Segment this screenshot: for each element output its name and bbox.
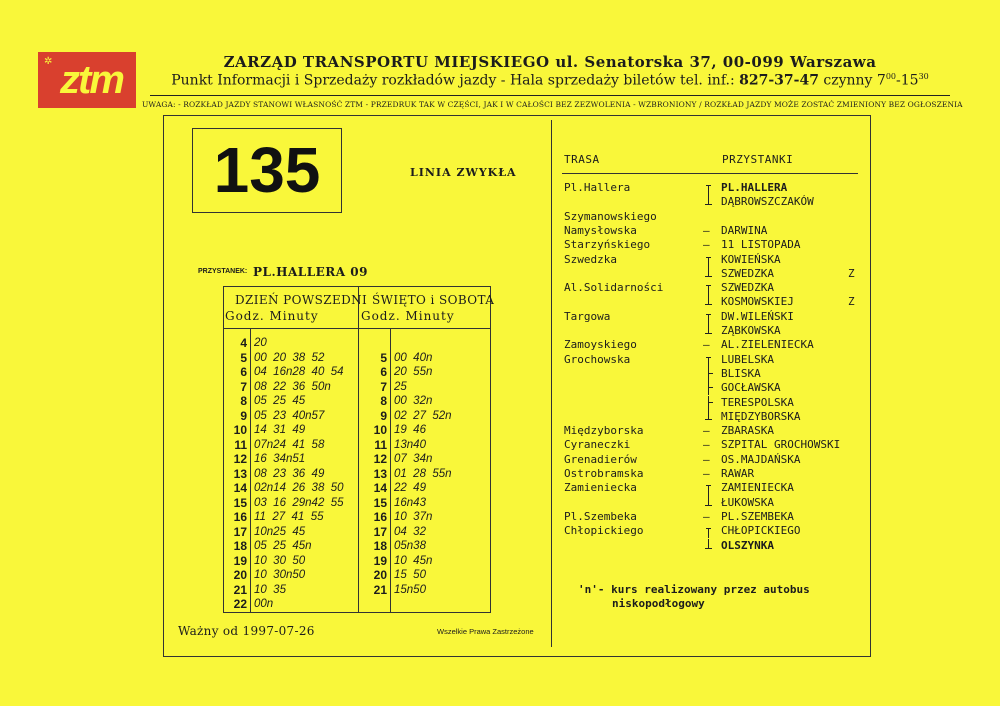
weekday-hour: 8: [240, 394, 247, 408]
route-street: Starzyńskiego: [564, 238, 651, 252]
route-stop: AL.ZIELENIECKA: [721, 338, 814, 352]
weekday-minutes: 00n: [254, 598, 274, 610]
stop-name: PL.HALLERA 09: [253, 265, 368, 279]
route-stop: KOWIEŃSKA: [721, 252, 781, 266]
holiday-minutes: 07 34n: [394, 453, 433, 465]
route-street: Grenadierów: [564, 452, 637, 466]
route-street: Cyraneczki: [564, 438, 631, 452]
weekday-hour: 11: [234, 437, 247, 452]
weekday-minutes: 04 16n28 40 54: [254, 366, 344, 378]
weekday-hour: 12: [233, 452, 247, 466]
route-header: TRASA: [564, 153, 600, 166]
route-stop: 11 LISTOPADA: [721, 238, 801, 252]
weekday-hour: 18: [233, 539, 247, 553]
info-hours-from-sup: 00: [885, 72, 897, 81]
stop-dash-icon: –: [703, 452, 710, 466]
copyright-warning: UWAGA: - ROZKŁAD JAZDY STANOWI WŁASNOŚĆ ZTM - PRZEDRUK TAK W CZĘŚCI, JAK I W CAŁOŚCI BEZ ZEZWOLENIA - WZBRONIONY / ROZKŁAD JAZDY MOŻE ZOSTAĆ ZMIENIONY BEZ OGŁOSZENIA: [142, 100, 963, 109]
weekday-hour: 9: [240, 408, 247, 423]
stop-dash-icon: –: [703, 467, 710, 480]
stop-bracket-icon: [708, 539, 709, 548]
stop-dash-icon: –: [703, 238, 710, 252]
route-stop: SZWEDZKA: [721, 281, 774, 295]
holiday-hour: 11: [374, 437, 387, 452]
holiday-hour: 10: [373, 423, 387, 437]
stop-label: PRZYSTANEK:: [198, 268, 248, 275]
route-stop: PL.SZEMBEKA: [721, 509, 794, 523]
weekday-minutes: 08 22 36 50n: [254, 380, 331, 393]
stop-bracket-end-icon: [705, 333, 712, 334]
info-line-prefix: Punkt Informacji i Sprzedaży rozkładów jazdy - Hala sprzedaży biletów tel. inf.:: [171, 72, 740, 89]
ztm-logo: [38, 52, 136, 108]
holiday-hour-column-rule: [390, 329, 391, 612]
stop-bracket-end-icon: [705, 276, 712, 277]
stop-bracket-icon: [708, 410, 709, 419]
route-stop: KOSMOWSKIEJ: [721, 295, 794, 309]
weekday-minutes: 20: [254, 337, 267, 349]
holiday-hour: 8: [380, 394, 387, 408]
weekday-hour: 14: [233, 481, 247, 495]
route-street: Targowa: [564, 309, 611, 323]
holiday-subtitle: Godz. Minuty: [361, 309, 455, 323]
weekday-minutes: 07n24 41 58: [254, 438, 325, 451]
weekday-minutes: 05 25 45: [254, 395, 306, 407]
stop-bracket-end-icon: [705, 548, 712, 549]
holiday-minutes: 02 27 52n: [394, 409, 452, 422]
holiday-hour: 16: [373, 510, 387, 524]
on-request-flag: Z: [848, 266, 855, 280]
info-line: [160, 72, 940, 89]
route-street: Namysłowska: [564, 223, 637, 237]
weekday-hour: 6: [240, 365, 247, 379]
holiday-minutes: 25: [394, 380, 407, 393]
route-street: Grochowska: [564, 352, 631, 366]
stop-dash-icon: –: [703, 509, 710, 523]
weekday-hour: 19: [233, 553, 247, 568]
weekday-title: DZIEŃ POWSZEDNI: [235, 293, 368, 307]
weekday-hour: 13: [233, 466, 247, 481]
holiday-hour: 19: [373, 553, 387, 568]
stop-bracket-end-icon: [705, 304, 712, 305]
weekday-minutes: 14 31 49: [254, 424, 306, 436]
weekday-minutes: 00 20 38 52: [254, 351, 325, 364]
route-street: Szymanowskiego: [564, 209, 657, 223]
holiday-hour: 17: [373, 524, 387, 539]
holiday-minutes: 13n40: [394, 438, 426, 451]
weekday-hour: 4: [240, 336, 247, 350]
route-stop: SZPITAL GROCHOWSKI: [721, 438, 841, 452]
weekday-minutes: 03 16 29n42 55: [254, 496, 344, 509]
route-stop: DARWINA: [721, 223, 768, 237]
lowfloor-note-line2: niskopodłogowy: [612, 597, 705, 610]
route-street: Szwedzka: [564, 252, 617, 266]
route-street: Pl.Szembeka: [564, 509, 637, 523]
stops-header: PRZYSTANKI: [722, 153, 794, 166]
weekday-minutes: 16 34n51: [254, 453, 306, 465]
logo-mark-icon: ✲: [44, 56, 53, 67]
holiday-minutes: 15 50: [394, 569, 426, 581]
info-hours-to-sup: 30: [918, 72, 929, 81]
weekday-minutes: 05 25 45n: [254, 540, 312, 552]
holiday-hour: 7: [380, 379, 387, 394]
holiday-hour: 20: [373, 568, 387, 582]
route-stop: CHŁOPICKIEGO: [721, 524, 801, 538]
route-street: Pl.Hallera: [564, 181, 631, 194]
route-stop: DW.WILEŃSKI: [721, 309, 794, 323]
route-stop: ZĄBKOWSKA: [721, 324, 781, 337]
weekday-hour: 15: [233, 495, 247, 510]
holiday-minutes: 10 45n: [394, 554, 433, 567]
line-number: 135: [213, 134, 321, 206]
route-stop: ŁUKOWSKA: [721, 495, 774, 509]
weekday-minutes: 10 30 50: [254, 554, 306, 567]
weekday-minutes: 02n14 26 38 50: [254, 482, 344, 494]
stop-bracket-icon: [708, 324, 709, 333]
weekday-hour: 7: [240, 379, 247, 394]
stop-bracket-icon: [708, 195, 709, 204]
stop-bracket-end-icon: [705, 505, 712, 506]
route-street: Al.Solidarności: [564, 281, 664, 295]
stop-dash-icon: –: [703, 338, 710, 352]
holiday-minutes: 05n38: [394, 540, 426, 552]
stop-bracket-icon: [708, 396, 709, 410]
stop-bracket-icon: [708, 267, 709, 276]
route-stop: PL.HALLERA: [721, 181, 788, 194]
stop-dash-icon: –: [703, 438, 710, 452]
route-street: Zamieniecka: [564, 481, 637, 495]
logo-text: ztm: [60, 58, 123, 102]
stop-bracket-icon: [708, 496, 709, 505]
holiday-minutes: 19 46: [394, 424, 426, 436]
holiday-hour: 14: [373, 481, 387, 495]
frame-divider: [551, 120, 552, 647]
holiday-minutes: 00 32n: [394, 395, 433, 407]
weekday-hour: 16: [233, 510, 247, 524]
route-stop: TERESPOLSKA: [721, 395, 794, 409]
holiday-minutes: 10 37n: [394, 511, 433, 523]
weekday-minutes: 10 30n50: [254, 569, 306, 581]
on-request-flag: Z: [848, 295, 855, 309]
holiday-minutes: 22 49: [394, 482, 426, 494]
weekday-hour: 17: [233, 524, 247, 539]
holiday-hour: 13: [373, 466, 387, 481]
route-stop: DĄBROWSZCZAKÓW: [721, 195, 814, 209]
holiday-minutes: 15n50: [394, 583, 426, 596]
weekday-hour-column-rule: [250, 329, 251, 612]
route-stop: OS.MAJDAŃSKA: [721, 452, 801, 466]
info-hours-dash: -15: [896, 72, 919, 89]
route-stop: LUBELSKA: [721, 352, 774, 366]
holiday-title: ŚWIĘTO i SOBOTA: [372, 293, 495, 307]
route-stop: ZAMIENIECKA: [721, 481, 794, 495]
holiday-minutes: 01 28 55n: [394, 467, 452, 480]
stop-dash-icon: –: [703, 223, 710, 237]
holiday-hour: 21: [373, 582, 387, 597]
stop-bracket-end-icon: [705, 204, 712, 205]
route-stop: RAWAR: [721, 467, 755, 480]
holiday-minutes: 00 40n: [394, 351, 433, 364]
route-street: Ostrobramska: [564, 467, 644, 480]
holiday-hour: 18: [373, 539, 387, 553]
weekday-hour: 10: [233, 423, 247, 437]
route-street: Międzyborska: [564, 424, 644, 438]
line-type: LINIA ZWYKŁA: [410, 166, 517, 179]
holiday-hour: 5: [380, 350, 387, 365]
stop-bracket-icon: [708, 367, 709, 381]
holiday-hour: 12: [373, 452, 387, 466]
holiday-hour: 6: [380, 365, 387, 379]
route-stop: OLSZYNKA: [721, 538, 774, 552]
holiday-hour: 9: [380, 408, 387, 423]
weekday-minutes: 11 27 41 55: [254, 511, 324, 523]
weekday-subtitle: Godz. Minuty: [225, 309, 319, 323]
weekday-minutes: 10 35: [254, 583, 286, 596]
departure-table-header-rule: [223, 328, 491, 329]
route-stop: BLISKA: [721, 366, 761, 380]
header-rule: [150, 95, 950, 96]
info-hours: czynny 7: [818, 72, 886, 89]
lowfloor-note-line1: 'n'- kurs realizowany przez autobus: [578, 583, 810, 596]
holiday-minutes: 04 32: [394, 525, 426, 538]
org-line: ZARZĄD TRANSPORTU MIEJSKIEGO ul. Senatorska 37, 00-099 Warszawa: [223, 53, 877, 71]
holiday-minutes: 16n43: [394, 496, 426, 509]
route-street: Zamoyskiego: [564, 338, 637, 352]
stop-bracket-icon: [708, 381, 709, 395]
route-header-rule: [562, 173, 858, 174]
weekday-hour: 21: [233, 582, 247, 597]
stop-bracket-end-icon: [705, 419, 712, 420]
weekday-hour: 5: [240, 350, 247, 365]
info-phone: 827-37-47: [739, 72, 819, 89]
weekday-minutes: 05 23 40n57: [254, 409, 325, 422]
valid-from: Ważny od 1997-07-26: [178, 624, 315, 638]
stop-dash-icon: –: [703, 424, 710, 438]
weekday-minutes: 08 23 36 49: [254, 467, 325, 480]
route-stop: ZBARASKA: [721, 424, 774, 438]
stop-bracket-icon: [708, 295, 709, 304]
holiday-hour: 15: [373, 495, 387, 510]
route-stop: GOCŁAWSKA: [721, 381, 781, 395]
weekday-hour: 22: [233, 597, 247, 611]
route-stop: MIĘDZYBORSKA: [721, 409, 801, 423]
rights-reserved: Wszelkie Prawa Zastrzeżone: [437, 627, 534, 636]
route-street: Chłopickiego: [564, 524, 644, 538]
holiday-minutes: 20 55n: [394, 366, 433, 378]
route-stop: SZWEDZKA: [721, 266, 774, 280]
weekday-minutes: 10n25 45: [254, 525, 306, 538]
weekday-hour: 20: [233, 568, 247, 582]
